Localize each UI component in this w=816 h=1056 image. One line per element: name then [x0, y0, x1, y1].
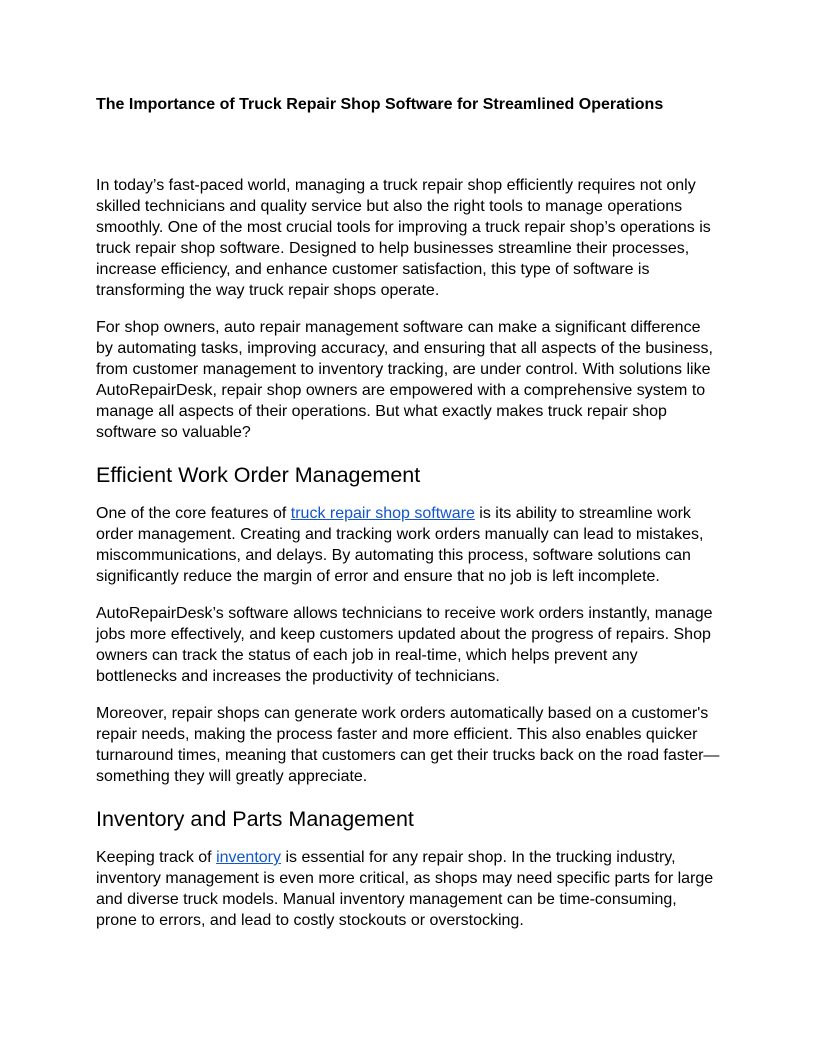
intro-paragraph-2: For shop owners, auto repair management software can make a significant difference by automating tasks, improving accuracy, and ensuring that all aspects of the business, from customer management to inventory tracking, are under control. With solutions like AutoRepairDesk, repair shop owners are empowered with a comprehensive system to manage all aspects of their operations. But what exactly makes truck repair shop software so valuable? [96, 319, 713, 441]
work-order-paragraph-2: AutoRepairDesk’s software allows technicians to receive work orders instantly, manage jobs more effectively, and keep customers updated about the progress of repairs. Shop owners can track the status of each job in real-time, which helps prevent any bottlenecks and increases the productivity of technicians. [96, 605, 713, 685]
work-order-paragraph-1-lead: One of the core features of [96, 505, 291, 522]
work-order-paragraph-1-rest: is its ability to streamline work order management. Creating and tracking work orders manually can lead to mistakes, miscommunications, and delays. By automating this process, software solutions can significantly reduce the margin of error and ensure that no job is left incomplete. [96, 505, 704, 585]
inventory-paragraph-1 [96, 847, 720, 931]
work-order-paragraph-1 [96, 503, 720, 587]
inventory-link[interactable]: inventory [216, 849, 281, 866]
heading-work-order-management: Efficient Work Order Management [96, 463, 421, 487]
truck-repair-shop-software-link[interactable]: truck repair shop software [290, 505, 475, 522]
intro-paragraph-1: In today’s fast-paced world, managing a truck repair shop efficiently requires not only skilled technicians and quality service but also the right tools to manage operations smoothly. One of the most crucial tools for improving a truck repair shop’s operations is truck repair shop software. Designed to help businesses streamline their processes, increase efficiency, and enhance customer satisfaction, this type of software is transforming the way truck repair shops operate. [96, 177, 711, 299]
heading-inventory-management: Inventory and Parts Management [96, 807, 414, 831]
inventory-paragraph-1-lead: Keeping track of [96, 849, 217, 866]
document-page [96, 94, 720, 931]
document-title: The Importance of Truck Repair Shop Software for Streamlined Operations [96, 96, 664, 113]
work-order-paragraph-3: Moreover, repair shops can generate work orders automatically based on a customer's repair needs, making the process faster and more efficient. This also enables quicker turnaround times, meaning that customers can get their trucks back on the road faster—something they will greatly appreciate. [96, 705, 720, 785]
inventory-paragraph-1-rest: is essential for any repair shop. In the trucking industry, inventory management is even more critical, as shops may need specific parts for large and diverse truck models. Manual inventory management can be time-consuming, prone to errors, and lead to costly stockouts or overstocking. [96, 849, 714, 929]
